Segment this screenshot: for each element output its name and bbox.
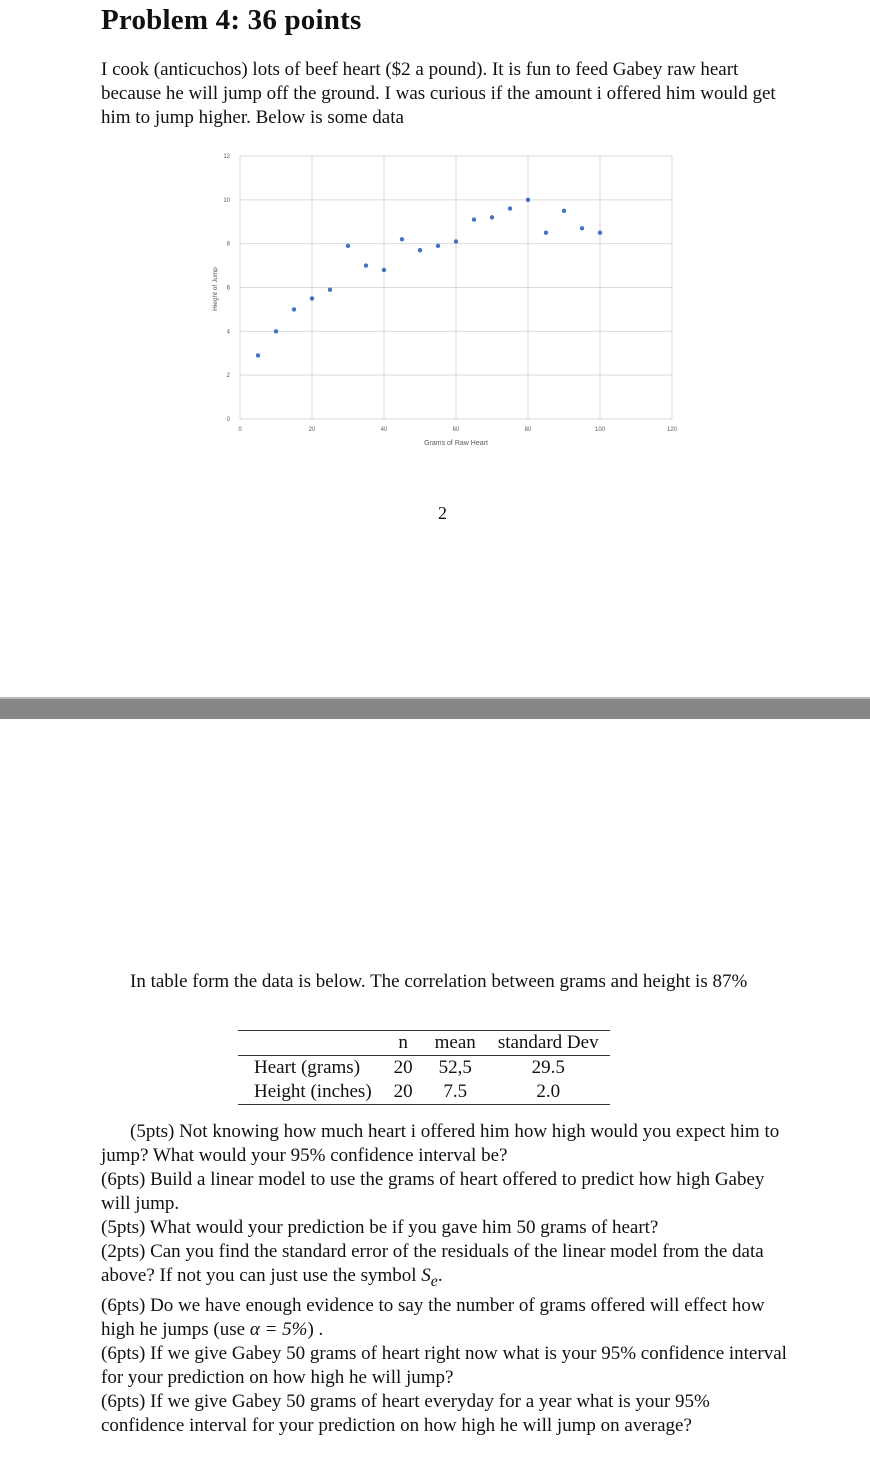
x-tick-label: 0 (238, 427, 242, 433)
y-tick-label: 12 (223, 154, 230, 160)
y-tick-label: 6 (226, 285, 230, 292)
x-tick-label: 80 (524, 427, 532, 433)
question-3: (5pts) What would your prediction be if you gave him 50 grams of heart? (101, 1217, 659, 1238)
questions-list (101, 1120, 791, 1438)
table-cell: 20 (393, 1057, 413, 1078)
table-row (238, 1056, 610, 1081)
y-axis-label: Hieght of Jump (212, 267, 219, 311)
table-header-cell (238, 1031, 383, 1056)
data-point (472, 217, 476, 221)
x-tick-label: 120 (666, 427, 678, 433)
data-point (274, 329, 278, 333)
table-header-row (238, 1031, 610, 1056)
y-tick-label: 4 (226, 329, 230, 336)
data-point (562, 209, 566, 213)
data-point (310, 296, 314, 300)
table-cell: 20 (393, 1081, 413, 1102)
problem-title: Problem 4: 36 points (101, 4, 362, 36)
question-4-end: . (437, 1265, 443, 1286)
x-tick-label: 60 (452, 427, 460, 433)
data-point (418, 248, 422, 252)
data-point (328, 287, 332, 291)
x-axis-label: Grams of Raw Heart (424, 440, 488, 447)
x-tick-label: 40 (380, 427, 388, 433)
alpha-expression: α = 5% (249, 1318, 308, 1340)
question-6: (6pts) If we give Gabey 50 grams of heart right now what is your 95% confidence interval for your prediction on how high he will jump? (101, 1342, 787, 1388)
data-point (508, 206, 512, 210)
question-1: (5pts) Not knowing how much heart i offered him how high would you expect him to jump? What would your 95% confidence interval be? (101, 1121, 780, 1166)
question-7: (6pts) If we give Gabey 50 grams of heart everyday for a year what is your 95% confidence interval for your prediction on how high he will jump on average? (101, 1390, 710, 1436)
table-cell: 2.0 (536, 1081, 561, 1102)
page-number: 2 (438, 503, 447, 523)
data-point (454, 239, 458, 243)
y-tick-label: 2 (226, 373, 230, 380)
data-point (346, 244, 350, 248)
data-point (598, 231, 602, 235)
se-subscript: e (430, 1272, 438, 1290)
table-row (238, 1080, 610, 1105)
data-point (580, 226, 584, 230)
data-point (526, 198, 530, 202)
data-point (256, 353, 260, 357)
table-cell: 52,5 (438, 1057, 472, 1078)
chart-tick-labels (223, 154, 677, 433)
table-header-cell: n (383, 1031, 424, 1056)
question-5-end: ) . (307, 1318, 324, 1340)
question-4-text: (2pts) Can you find the standard error of the residuals of the linear model from the data above? If not you can just use the symbol (101, 1241, 764, 1286)
table-cell: Heart (grams) (254, 1057, 361, 1078)
y-tick-label: 8 (226, 241, 230, 248)
table-cell: 7.5 (443, 1081, 468, 1102)
y-tick-label: 0 (226, 417, 230, 423)
data-point (490, 215, 494, 219)
data-point (436, 244, 440, 248)
scatter-chart (200, 145, 690, 455)
x-tick-label: 20 (308, 427, 316, 433)
y-tick-label: 10 (223, 197, 230, 204)
data-point (292, 307, 296, 311)
table-header-cell: standard Dev (487, 1031, 610, 1056)
se-symbol: S (421, 1265, 431, 1286)
intro-paragraph: I cook (anticuchos) lots of beef heart ($2 a pound). It is fun to feed Gabey raw heart because he will jump off the ground. I was curious if the amount i offered him would get him to jump higher. Below is some data (101, 59, 776, 128)
data-point (382, 268, 386, 272)
table-header-cell: mean (424, 1031, 487, 1056)
x-tick-label: 100 (594, 427, 606, 433)
question-2: (6pts) Build a linear model to use the grams of heart offered to predict how high Gabey will jump. (101, 1169, 765, 1214)
data-point (364, 263, 368, 267)
data-point (400, 237, 404, 241)
summary-stats-table (238, 1030, 610, 1105)
chart-grid (240, 156, 672, 419)
table-cell: 29.5 (531, 1057, 565, 1078)
table-cell: Height (inches) (254, 1081, 372, 1102)
question-5-text: (6pts) Do we have enough evidence to say the number of grams offered will effect how high he jumps (use (101, 1294, 765, 1340)
page-break-divider (0, 697, 870, 719)
chart-points (256, 198, 602, 358)
question-4 (101, 1240, 791, 1294)
table-intro-paragraph: In table form the data is below. The correlation between grams and height is 87% (130, 971, 748, 992)
data-point (544, 231, 548, 235)
question-5 (101, 1294, 791, 1342)
